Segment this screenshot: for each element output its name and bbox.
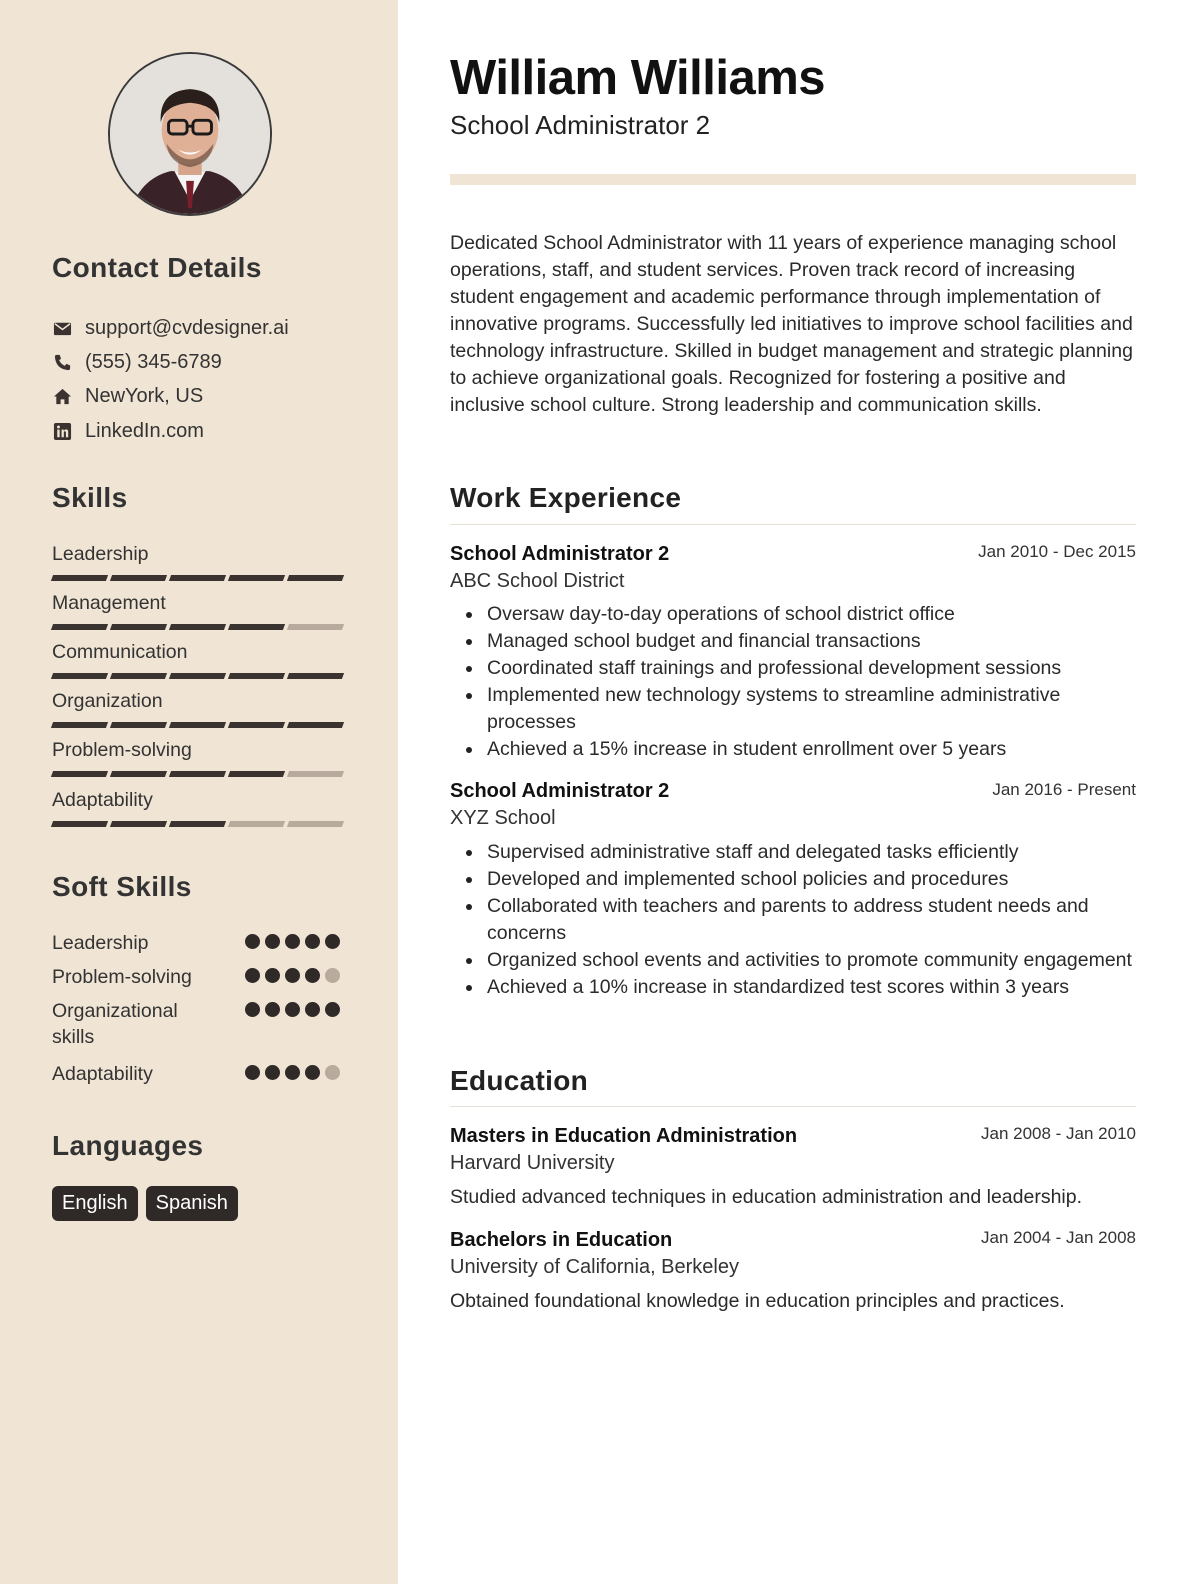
skill-level-bar bbox=[52, 673, 346, 679]
skill-level-segment bbox=[110, 722, 167, 728]
skill-level-segment bbox=[169, 575, 226, 581]
list-item: Supervised administrative staff and delegated tasks efficiently bbox=[487, 839, 1139, 866]
education-heading: Education bbox=[450, 1065, 589, 1096]
skill-level-segment bbox=[228, 722, 285, 728]
soft-skill-name: Adaptability bbox=[52, 1063, 153, 1085]
soft-skill-rating bbox=[245, 934, 340, 949]
list-item: Achieved a 15% increase in student enrollment over 5 years bbox=[487, 736, 1139, 763]
degree-dates: Jan 2004 - Jan 2008 bbox=[980, 1228, 1136, 1247]
skill-level-segment bbox=[51, 673, 108, 679]
job-dates: Jan 2010 - Dec 2015 bbox=[978, 542, 1136, 561]
rating-dot bbox=[245, 1065, 260, 1080]
phone-icon bbox=[52, 352, 72, 372]
skill-row bbox=[52, 737, 346, 777]
job-title: School Administrator 2 bbox=[450, 780, 670, 802]
skill-level-segment bbox=[287, 624, 344, 630]
soft-skills-heading: Soft Skills bbox=[52, 871, 192, 902]
soft-skill-name: Organizational skills bbox=[52, 1000, 178, 1048]
skill-level-segment bbox=[228, 673, 285, 679]
skill-level-segment bbox=[51, 575, 108, 581]
skill-level-segment bbox=[287, 673, 344, 679]
job-title: School Administrator 2 bbox=[450, 543, 670, 565]
skill-level-segment bbox=[169, 821, 226, 827]
school-name: University of California, Berkeley bbox=[450, 1256, 739, 1278]
rating-dot bbox=[305, 968, 320, 983]
list-item: Collaborated with teachers and parents to address student needs and concerns bbox=[487, 893, 1139, 947]
home-icon bbox=[52, 386, 72, 406]
rating-dot bbox=[265, 1002, 280, 1017]
candidate-title: School Administrator 2 bbox=[450, 110, 711, 140]
languages-list bbox=[52, 1186, 238, 1221]
skill-name: Management bbox=[52, 592, 166, 614]
envelope-icon bbox=[52, 318, 72, 338]
linkedin-text: LinkedIn.com bbox=[85, 419, 204, 442]
degree-description: Obtained foundational knowledge in education principles and practices. bbox=[450, 1290, 1065, 1312]
degree-dates: Jan 2008 - Jan 2010 bbox=[980, 1124, 1136, 1143]
degree-description: Studied advanced techniques in education administration and leadership. bbox=[450, 1186, 1083, 1208]
rating-dot bbox=[285, 934, 300, 949]
skill-row bbox=[52, 787, 346, 827]
skill-level-segment bbox=[169, 673, 226, 679]
skill-level-segment bbox=[228, 575, 285, 581]
skill-row bbox=[52, 590, 346, 630]
email-text: support@cvdesigner.ai bbox=[85, 316, 289, 339]
list-item: Managed school budget and financial transactions bbox=[487, 628, 1139, 655]
rating-dot bbox=[285, 968, 300, 983]
contact-phone[interactable] bbox=[52, 348, 222, 376]
skill-level-bar bbox=[52, 575, 346, 581]
skill-level-bar bbox=[52, 722, 346, 728]
rating-dot bbox=[245, 1002, 260, 1017]
rating-dot bbox=[305, 1002, 320, 1017]
skill-level-bar bbox=[52, 771, 346, 777]
sidebar bbox=[0, 0, 398, 1584]
skill-name: Problem-solving bbox=[52, 739, 192, 761]
skill-row bbox=[52, 639, 346, 679]
skill-level-segment bbox=[169, 624, 226, 630]
skill-level-segment bbox=[228, 821, 285, 827]
accent-divider bbox=[450, 174, 1136, 185]
section-divider bbox=[450, 1106, 1136, 1107]
skill-level-segment bbox=[169, 771, 226, 777]
rating-dot bbox=[305, 934, 320, 949]
job-org: XYZ School bbox=[450, 807, 556, 829]
rating-dot bbox=[325, 968, 340, 983]
skill-level-segment bbox=[228, 771, 285, 777]
skill-row bbox=[52, 688, 346, 728]
list-item: Organized school events and activities to promote community engagement bbox=[487, 947, 1139, 974]
list-item: Achieved a 10% increase in standardized test scores within 3 years bbox=[487, 974, 1139, 1001]
phone-text: (555) 345-6789 bbox=[85, 350, 222, 373]
list-item: Developed and implemented school policies and procedures bbox=[487, 866, 1139, 893]
skill-level-segment bbox=[287, 771, 344, 777]
rating-dot bbox=[325, 1002, 340, 1017]
soft-skill-rating bbox=[245, 1065, 340, 1080]
rating-dot bbox=[285, 1002, 300, 1017]
rating-dot bbox=[285, 1065, 300, 1080]
language-badge: English bbox=[52, 1186, 138, 1221]
skill-level-segment bbox=[287, 722, 344, 728]
skill-level-segment bbox=[110, 821, 167, 827]
section-divider bbox=[450, 524, 1136, 525]
summary-paragraph: Dedicated School Administrator with 11 years of experience managing school operations, staff, and student services. Proven track record of increasing student engagement and academic performance through implementation of innovative programs. Successfully led initiatives to improve school facilities and technology infrastructure. Skilled in budget management and strategic planning to achieve organizational goals. Recognized for fostering a positive and inclusive school culture. Strong leadership and communication skills. bbox=[450, 232, 1133, 416]
skill-level-segment bbox=[287, 821, 344, 827]
job-bullets bbox=[487, 601, 1139, 763]
skill-name: Organization bbox=[52, 690, 163, 712]
skill-row bbox=[52, 541, 346, 581]
list-item: Oversaw day-to-day operations of school district office bbox=[487, 601, 1139, 628]
list-item: Implemented new technology systems to streamline administrative processes bbox=[487, 682, 1139, 736]
skill-level-segment bbox=[110, 624, 167, 630]
main-content bbox=[398, 0, 1200, 1584]
soft-skill-name: Problem-solving bbox=[52, 966, 192, 988]
profile-photo bbox=[108, 52, 272, 216]
soft-skill-name: Leadership bbox=[52, 932, 149, 954]
skill-level-segment bbox=[110, 673, 167, 679]
skill-level-segment bbox=[110, 771, 167, 777]
rating-dot bbox=[265, 968, 280, 983]
rating-dot bbox=[265, 1065, 280, 1080]
candidate-name: William Williams bbox=[450, 51, 826, 105]
rating-dot bbox=[265, 934, 280, 949]
rating-dot bbox=[325, 934, 340, 949]
degree-title: Masters in Education Administration bbox=[450, 1125, 798, 1147]
skill-level-segment bbox=[287, 575, 344, 581]
soft-skill-rating bbox=[245, 1002, 340, 1017]
skill-name: Leadership bbox=[52, 543, 149, 565]
contact-email[interactable] bbox=[52, 314, 289, 342]
experience-heading: Work Experience bbox=[450, 482, 682, 513]
skill-name: Communication bbox=[52, 641, 188, 663]
contact-heading: Contact Details bbox=[52, 252, 262, 283]
languages-heading: Languages bbox=[52, 1130, 204, 1161]
skill-level-segment bbox=[110, 575, 167, 581]
skill-level-bar bbox=[52, 821, 346, 827]
skill-level-segment bbox=[51, 771, 108, 777]
list-item: Coordinated staff trainings and professional development sessions bbox=[487, 655, 1139, 682]
rating-dot bbox=[245, 968, 260, 983]
skill-level-segment bbox=[51, 624, 108, 630]
rating-dot bbox=[325, 1065, 340, 1080]
degree-title: Bachelors in Education bbox=[450, 1229, 673, 1251]
language-badge: Spanish bbox=[146, 1186, 238, 1221]
skills-heading: Skills bbox=[52, 482, 128, 513]
job-bullets bbox=[487, 839, 1139, 1001]
skill-level-segment bbox=[228, 624, 285, 630]
skill-level-segment bbox=[51, 821, 108, 827]
contact-linkedin[interactable] bbox=[52, 417, 204, 445]
contact-location bbox=[52, 382, 203, 410]
linkedin-icon bbox=[52, 421, 72, 441]
skill-name: Adaptability bbox=[52, 789, 153, 811]
soft-skill-rating bbox=[245, 968, 340, 983]
school-name: Harvard University bbox=[450, 1152, 615, 1174]
skill-level-segment bbox=[51, 722, 108, 728]
skill-level-segment bbox=[169, 722, 226, 728]
rating-dot bbox=[245, 934, 260, 949]
location-text: NewYork, US bbox=[85, 384, 204, 407]
job-org: ABC School District bbox=[450, 570, 625, 592]
job-dates: Jan 2016 - Present bbox=[992, 780, 1136, 799]
rating-dot bbox=[305, 1065, 320, 1080]
skill-level-bar bbox=[52, 624, 346, 630]
